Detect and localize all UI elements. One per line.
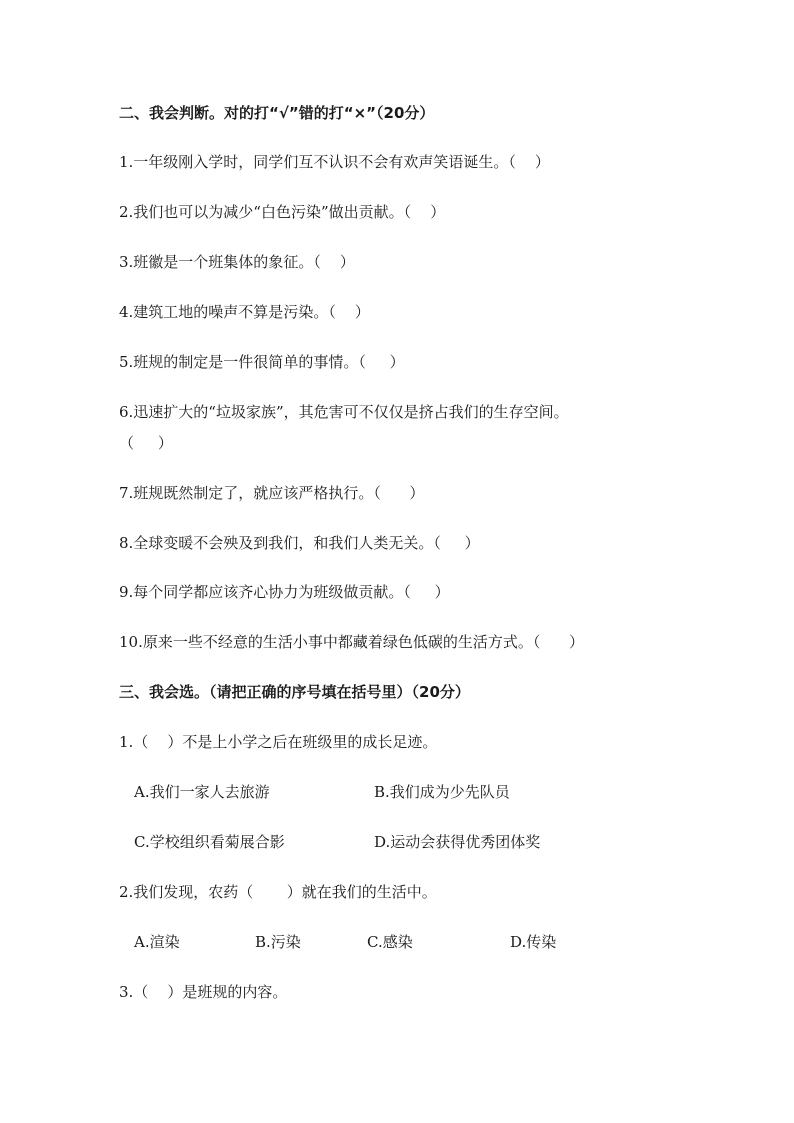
choice-q1-option-a: A.我们一家人去旅游 [134,783,270,801]
judgement-item-9: 9.每个同学都应该齐心协力为班级做贡献。（ ） [119,583,450,601]
judgement-item-8: 8.全球变暖不会殃及到我们，和我们人类无关。（ ） [119,534,480,552]
judgement-item-3: 3.班徽是一个班集体的象征。（ ） [119,253,355,271]
judgement-item-7: 7.班规既然制定了，就应该严格执行。（ ） [119,484,425,502]
judgement-item-6: 6.迅速扩大的“垃圾家族”，其危害可不仅仅是挤占我们的生存空间。 [119,403,569,421]
choice-q2-stem: 2.我们发现，农药（ ）就在我们的生活中。 [119,883,437,901]
choice-q1-stem: 1.（ ）不是上小学之后在班级里的成长足迹。 [119,733,438,751]
judgement-item-5: 5.班规的制定是一件很简单的事情。（ ） [119,353,405,371]
judgement-item-6-answer-bracket: （ ） [119,434,173,452]
judgement-item-10: 10.原来一些不经意的生活小事中都藏着绿色低碳的生活方式。（ ） [119,633,584,651]
judgement-item-2: 2.我们也可以为减少“白色污染”做出贡献。（ ） [119,203,446,221]
choice-q1-option-b: B.我们成为少先队员 [374,783,510,801]
choice-q3-stem: 3.（ ）是班规的内容。 [119,983,288,1001]
section-3-heading: 三、我会选。（请把正确的序号填在括号里）（20分） [119,683,470,701]
judgement-item-1: 1.一年级刚入学时，同学们互不认识不会有欢声笑语诞生。（ ） [119,153,550,171]
choice-q1-option-c: C.学校组织看菊展合影 [134,833,285,851]
choice-q2-option-a: A.渲染 [134,933,180,951]
choice-q1-option-d: D.运动会获得优秀团体奖 [374,833,541,851]
section-2-heading: 二、我会判断。对的打“√”错的打“×”（20分） [119,104,435,122]
choice-q2-option-b: B.污染 [255,933,301,951]
judgement-item-4: 4.建筑工地的噪声不算是污染。（ ） [119,303,370,321]
choice-q2-option-d: D.传染 [510,933,557,951]
choice-q2-option-c: C.感染 [367,933,413,951]
